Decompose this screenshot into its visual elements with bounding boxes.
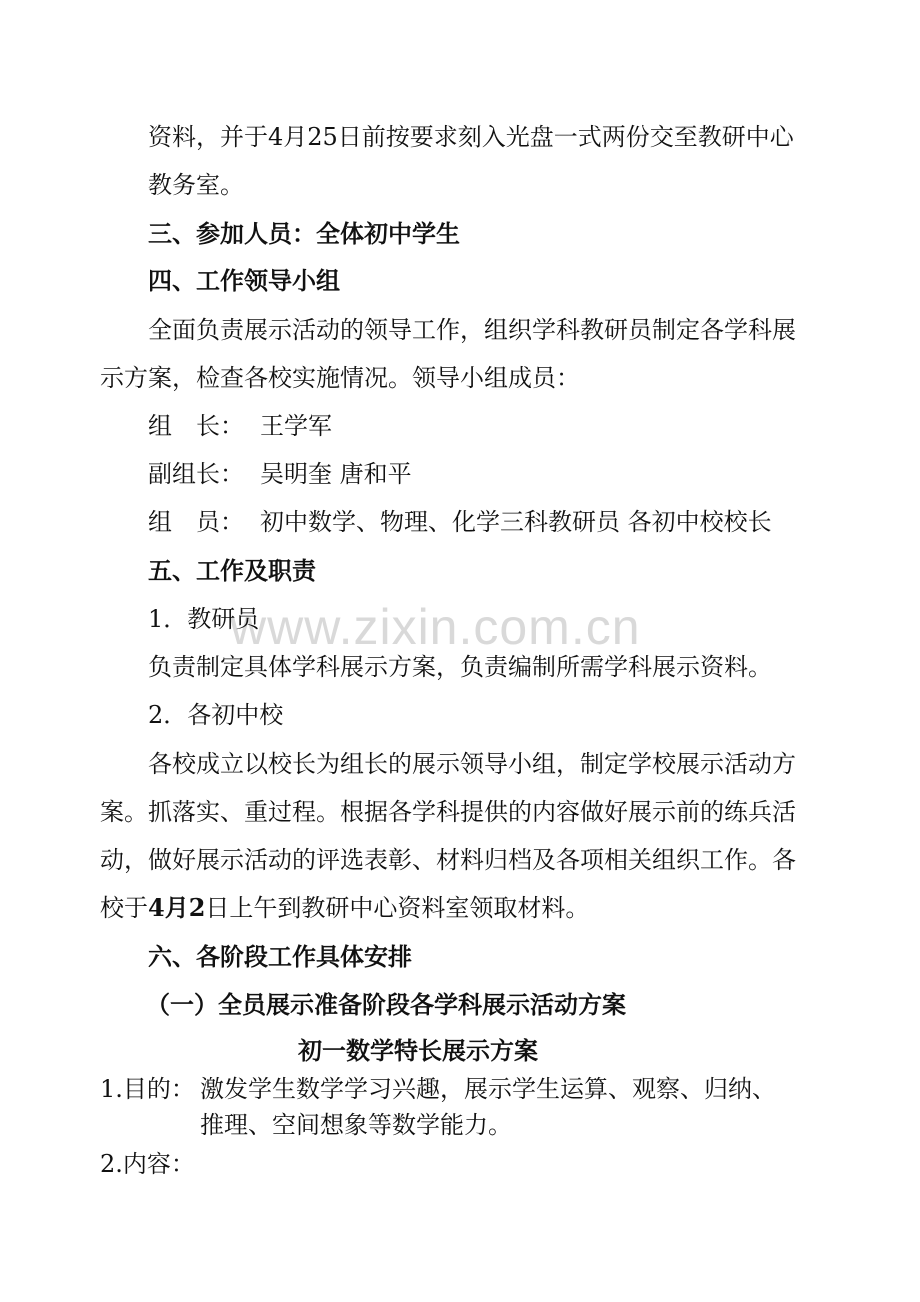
paragraph-line: 教务室。 — [148, 171, 244, 199]
item-1-label: 1.目的： — [100, 1075, 195, 1103]
paragraph-line: 全面负责展示活动的领导工作，组织学科教研员制定各学科展 — [148, 316, 796, 344]
paragraph-line: 动，做好展示活动的评选表彰、材料归档及各项相关组织工作。各 — [100, 846, 796, 874]
paragraph-line: 各校成立以校长为组长的展示领导小组，制定学校展示活动方 — [148, 750, 796, 778]
paragraph-line: 示方案，检查各校实施情况。领导小组成员： — [100, 364, 580, 392]
date-emphasis: 4月2 — [148, 893, 206, 922]
subsection-title: 1．教研员 — [148, 605, 260, 633]
paragraph-line — [100, 892, 589, 924]
deputy-row — [148, 458, 412, 490]
member-row — [148, 506, 772, 538]
paragraph-line: 负责制定具体学科展示方案，负责编制所需学科展示资料。 — [148, 653, 772, 681]
leader-value: 王学军 — [260, 412, 332, 440]
plan-title: 初一数学特长展示方案 — [298, 1037, 538, 1065]
section-heading-6: 六、各阶段工作具体安排 — [148, 943, 412, 971]
leader-label: 组 长： — [148, 412, 244, 440]
subsection-heading: （一）全员展示准备阶段各学科展示活动方案 — [146, 991, 626, 1019]
member-value: 初中数学、物理、化学三科教研员 各初中校校长 — [260, 508, 772, 536]
section-heading-4: 四、工作领导小组 — [148, 267, 340, 295]
text-run: 校于 — [100, 894, 148, 922]
item-1-text: 激发学生数学学习兴趣，展示学生运算、观察、归纳、 — [200, 1075, 776, 1103]
watermark: www.zixin.com.cn — [230, 599, 641, 655]
deputy-value: 吴明奎 唐和平 — [260, 460, 412, 488]
member-label: 组 员： — [148, 508, 244, 536]
subsection-title: 2．各初中校 — [148, 701, 284, 729]
item-1-continuation: 推理、空间想象等数学能力。 — [200, 1111, 512, 1139]
paragraph-line: 资料，并于4月25日前按要求刻入光盘一式两份交至教研中心 — [148, 123, 794, 151]
section-heading-3: 三、参加人员：全体初中学生 — [148, 220, 460, 248]
text-run: 日上午到教研中心资料室领取材料。 — [205, 894, 590, 922]
item-2-label: 2.内容： — [100, 1150, 195, 1178]
section-heading-5: 五、工作及职责 — [148, 557, 316, 585]
paragraph-line: 案。抓落实、重过程。根据各学科提供的内容做好展示前的练兵活 — [100, 798, 796, 826]
leader-row — [148, 410, 332, 442]
item-1-row — [100, 1073, 776, 1105]
deputy-label: 副组长： — [148, 460, 244, 488]
